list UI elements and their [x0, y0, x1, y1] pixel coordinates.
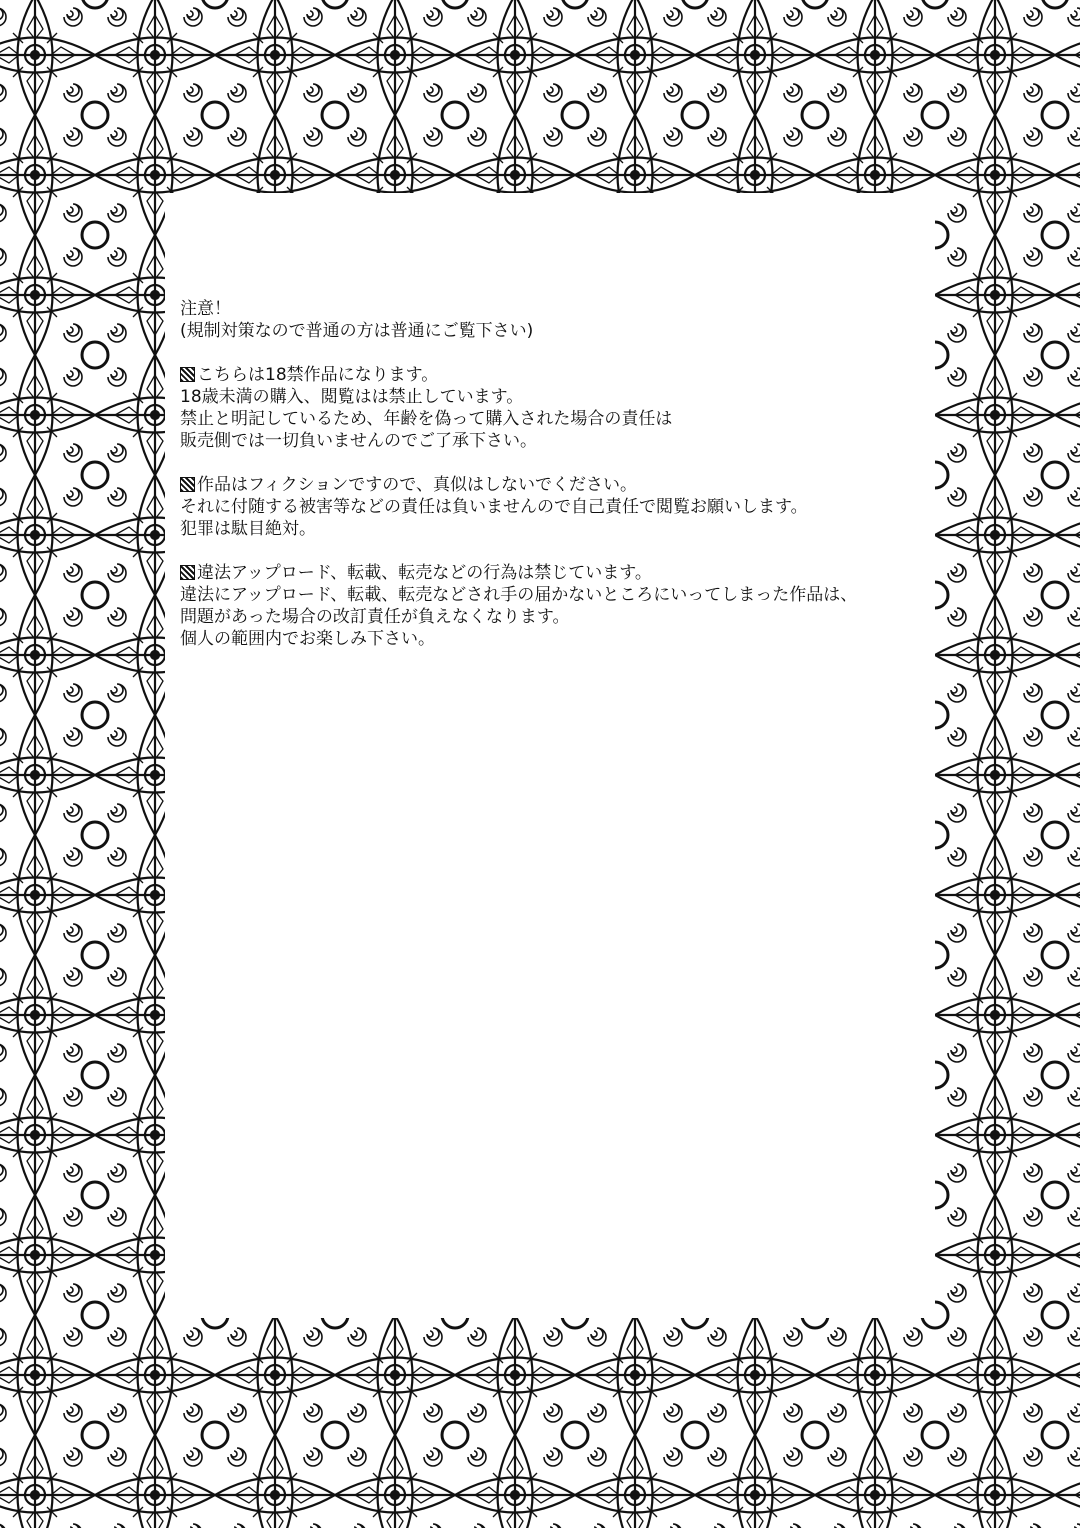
notice-line: 販売側では一切負いませんのでご了承下さい。	[180, 431, 537, 451]
notice-subtitle: (規制対策なので普通の方は普通にご覧下さい)	[180, 321, 534, 341]
notice-section-redistribution	[180, 562, 920, 650]
notice-line: 違法にアップロード、転載、転売などされ手の届かないところにいってしまった作品は、	[180, 585, 858, 605]
notice-line-text: 違法アップロード、転載、転売などの行為は禁じています。	[197, 563, 652, 583]
notice-title: 注意！	[180, 299, 231, 319]
notice-text-block	[180, 298, 920, 650]
notice-section-age-restriction	[180, 364, 920, 452]
notice-line: 個人の範囲内でお楽しみ下さい。	[180, 629, 435, 649]
notice-line: 問題があった場合の改訂責任が負えなくなります。	[180, 607, 570, 627]
notice-line-text: こちらは18禁作品になります。	[197, 365, 439, 385]
notice-line	[180, 562, 920, 584]
notice-line	[180, 474, 920, 496]
notice-line: 18歳未満の購入、閲覧はは禁止しています。	[180, 387, 524, 407]
notice-section-fiction	[180, 474, 920, 540]
notice-panel	[165, 193, 935, 1318]
notice-line: 禁止と明記しているため、年齢を偽って購入された場合の責任は	[180, 409, 673, 429]
notice-line: 犯罪は駄目絶対。	[180, 519, 316, 539]
notice-line-text: 作品はフィクションですので、真似はしないでください。	[197, 475, 637, 495]
hatched-bullet-icon	[180, 367, 195, 382]
notice-line	[180, 364, 920, 386]
hatched-bullet-icon	[180, 477, 195, 492]
notice-line: それに付随する被害等などの責任は負いませんので自己責任で閲覧お願いします。	[180, 497, 808, 517]
hatched-bullet-icon	[180, 565, 195, 580]
